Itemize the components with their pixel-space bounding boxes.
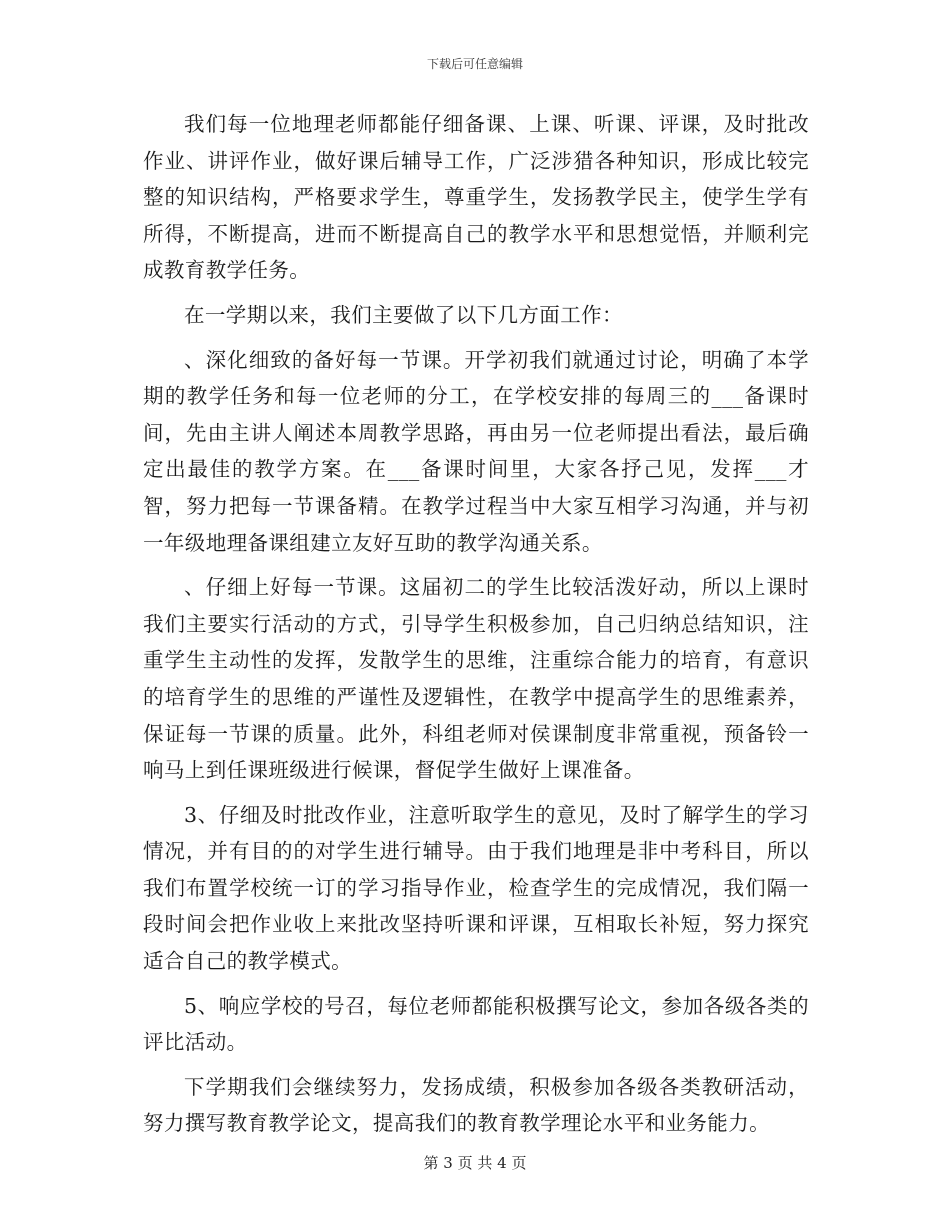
paragraph-lesson-prep: 、深化细致的备好每一节课。开学初我们就通过讨论，明确了本学期的教学任务和每一位老师的分工，在学校安排的每周三的___备课时间，先由主讲人阐述本周教学思路，再由另一位老师提出看法，最后确定出最佳的教学方案。在___备课时间里，大家各抒己见，发挥___才智，努力把每一节课备精。在教学过程当中大家互相学习沟通，并与初一年级地理备课组建立友好互助的教学沟通关系。 (143, 347, 809, 555)
paragraph-papers: 5、响应学校的号召，每位老师都能积极撰写论文，参加各级各类的评比活动。 (143, 993, 809, 1055)
paragraph-teaching: 、仔细上好每一节课。这届初二的学生比较活泼好动，所以上课时我们主要实行活动的方式，引导学生积极参加，自己归纳总结知识，注重学生主动性的发挥，发散学生的思维，注重综合能力的培育，有意识的培育学生的思维的严谨性及逻辑性，在教学中提高学生的思维素养，保证每一节课的质量。此外，科组老师对侯课制度非常重视，预备铃一响马上到任课班级进行候课，督促学生做好上课准备。 (143, 575, 809, 783)
paragraph-next-term: 下学期我们会继续努力，发扬成绩，积极参加各级各类教研活动，努力撰写教育教学论文，提高我们的教育教学理论水平和业务能力。 (143, 1074, 809, 1136)
page-header: 下载后可任意编辑 (426, 57, 523, 71)
paragraph-summary: 在一学期以来，我们主要做了以下几方面工作： (184, 302, 623, 327)
paragraph-homework: 3、仔细及时批改作业，注意听取学生的意见，及时了解学生的学习情况，并有目的的对学生进行辅导。由于我们地理是非中考科目，所以我们布置学校统一订的学习指导作业，检查学生的完成情况，我们隔一段时间会把作业收上来批改坚持听课和评课，互相取长补短，努力探究适合自己的教学模式。 (143, 802, 809, 974)
page-number: 第 3 页 共 4 页 (423, 1154, 527, 1172)
paragraph-intro: 我们每一位地理老师都能仔细备课、上课、听课、评课，及时批改作业、讲评作业，做好课后辅导工作，广泛涉猎各种知识，形成比较完整的知识结构，严格要求学生，尊重学生，发扬教学民主，使学生学有所得，不断提高，进而不断提高自己的教学水平和思想觉悟，并顺利完成教育教学任务。 (143, 112, 809, 283)
document-body (143, 106, 809, 1150)
